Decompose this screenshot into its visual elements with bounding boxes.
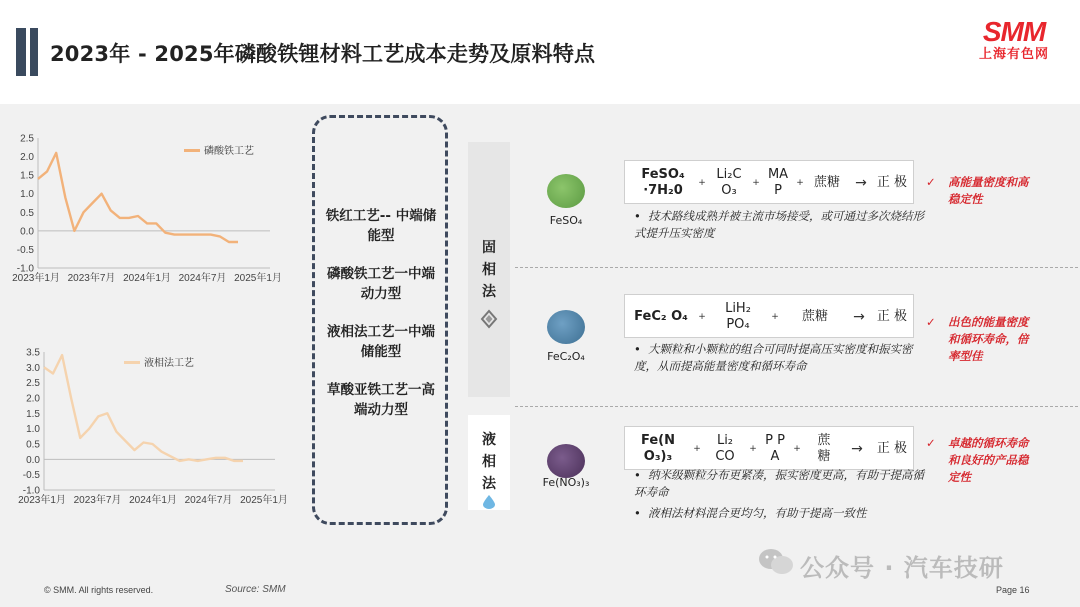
y-tick-label: -0.5 — [22, 470, 40, 482]
check-icon: ✓ — [926, 175, 936, 189]
row3-bullet-1 — [634, 467, 924, 501]
legend-label: 磷酸铁工艺 — [204, 146, 254, 157]
y-tick-label: 1.0 — [20, 189, 34, 201]
series-line — [38, 153, 238, 242]
y-tick-label: 2.0 — [20, 152, 34, 164]
diamond-icon — [480, 310, 498, 328]
wechat-icon — [756, 547, 796, 577]
feso4-material-ball — [547, 174, 585, 208]
y-tick-label: 1.5 — [26, 408, 40, 420]
liquid-method-text: 液 相 法 — [482, 432, 496, 492]
footer-page-number: Page 16 — [996, 585, 1030, 595]
solid-method-block — [468, 142, 510, 397]
chart-liquid-phase-svg — [0, 340, 300, 506]
eq1-plus-2: + — [752, 178, 760, 188]
eq3-reactant-3: P P A — [765, 433, 785, 464]
eq3-plus-3: + — [793, 444, 801, 454]
process-type-box — [312, 115, 448, 525]
row3-bullet-2 — [634, 505, 924, 522]
chart-liquid-phase — [0, 340, 300, 506]
process-item-3: 液相法工艺一中端储能型 — [327, 324, 435, 360]
row1-feature-text: 高能量密度和高稳定性 — [948, 175, 1029, 206]
row1-bullet-1 — [634, 208, 924, 242]
row1-feature — [926, 174, 1036, 208]
feno3-material-ball — [547, 444, 585, 478]
row-divider-1 — [515, 267, 1078, 268]
x-tick-label: 2025年1月 — [234, 273, 282, 284]
eq2-plus-1: + — [698, 312, 706, 322]
bullet-dot: • — [634, 209, 641, 223]
fec2o4-label: FeC₂O₄ — [547, 350, 585, 363]
row-divider-2 — [515, 406, 1078, 407]
eq1-plus-3: + — [796, 178, 804, 188]
liquid-method-block — [468, 415, 510, 510]
y-tick-label: 2.0 — [26, 393, 40, 405]
eq1-reactant-4: 蔗糖 — [813, 175, 840, 190]
x-tick-label: 2023年1月 — [18, 495, 66, 506]
legend-label: 液相法工艺 — [144, 358, 194, 369]
x-tick-label: 2023年1月 — [12, 273, 60, 284]
logo-sub-text: 上海有色网 — [978, 47, 1049, 62]
bullet-dot: • — [634, 506, 641, 520]
watermark-text: 公众号 · 汽车技研 — [800, 554, 1004, 582]
fec2o4-material-ball — [547, 310, 585, 344]
chart-iron-phosphate-svg — [0, 128, 300, 288]
x-tick-label: 2024年7月 — [184, 495, 233, 506]
x-tick-label: 2023年7月 — [67, 273, 116, 284]
y-tick-label: 0.0 — [20, 226, 34, 238]
solid-method-label — [468, 237, 510, 303]
footer-copyright: © SMM. All rights reserved. — [44, 585, 154, 595]
title-accent-bar-2 — [30, 28, 38, 76]
eq3-reactant-4: 蔗 糖 — [817, 433, 831, 464]
x-tick-label: 2023年7月 — [73, 495, 122, 506]
y-tick-label: 0.5 — [20, 207, 34, 219]
process-item-1: 铁红工艺-- 中端储能型 — [325, 208, 437, 244]
bullet-dot: • — [634, 468, 641, 482]
eq2-reactant-1: FeC₂ O₄ — [634, 309, 688, 324]
y-tick-label: 1.5 — [20, 170, 34, 182]
row2-feature-text: 出色的能量密度和循环寿命，倍率型佳 — [948, 315, 1029, 363]
eq3-reactant-1: Fe(N O₃)₃ — [641, 433, 675, 464]
y-tick-label: 2.5 — [26, 378, 40, 390]
y-tick-label: -1.0 — [22, 485, 40, 497]
eq1-reactant-2: Li₂C O₃ — [716, 167, 742, 198]
eq1-reactant-3: MA P — [767, 167, 789, 198]
y-tick-label: -0.5 — [16, 244, 34, 256]
eq1-reactant-1: FeSO₄ ·7H₂0 — [641, 167, 685, 198]
row3-feature — [926, 435, 1036, 486]
feno3-label: Fe(NO₃)₃ — [542, 476, 590, 489]
eq2-reactant-3: 蔗糖 — [801, 309, 828, 324]
eq2-plus-2: + — [771, 312, 779, 322]
x-tick-label: 2025年1月 — [240, 495, 288, 506]
footer-source: Source: SMM — [225, 584, 286, 595]
eq3-plus-1: + — [693, 444, 701, 454]
equation-row-2 — [624, 294, 914, 338]
eq2-product: 正 极 — [876, 309, 908, 324]
chart-iron-phosphate — [0, 128, 300, 288]
row3-bullet-text-1: 纳米级颗粒分布更紧凑，振实密度更高，有助于提高循环寿命 — [634, 468, 924, 499]
check-icon: ✓ — [926, 315, 936, 329]
eq3-arrow: → — [851, 441, 863, 457]
process-item-2: 磷酸铁工艺一中端动力型 — [327, 266, 435, 302]
x-tick-label: 2024年1月 — [123, 273, 171, 284]
y-tick-label: 1.0 — [26, 424, 40, 436]
row2-feature — [926, 314, 1036, 365]
eq2-arrow: → — [853, 309, 865, 325]
logo-main-text: SMM — [982, 16, 1046, 47]
smm-logo — [968, 18, 1060, 64]
eq3-product: 正 极 — [876, 441, 908, 456]
row2-bullet-text: 大颗粒和小颗粒的组合可同时提高压实密度和振实密度，从而提高能量密度和循环寿命 — [634, 342, 913, 373]
equation-row-3 — [624, 426, 914, 470]
liquid-method-label — [468, 429, 510, 495]
process-item-4: 草酸亚铁工艺一高端动力型 — [327, 382, 435, 418]
eq3-reactant-2: Li₂ CO — [715, 433, 735, 464]
row3-feature-text: 卓越的循环寿命和良好的产品稳定性 — [948, 436, 1029, 484]
y-tick-label: 3.5 — [26, 347, 40, 359]
page-title: 2023年 - 2025年磷酸铁锂材料工艺成本走势及原料特点 — [50, 42, 596, 66]
eq3-plus-2: + — [749, 444, 757, 454]
series-line — [44, 355, 243, 461]
bullet-dot: • — [634, 342, 641, 356]
y-tick-label: -1.0 — [16, 263, 34, 275]
eq1-arrow: → — [855, 175, 867, 191]
droplet-icon — [480, 495, 498, 509]
eq1-product: 正 极 — [876, 175, 908, 190]
y-tick-label: 2.5 — [20, 133, 34, 145]
equation-row-1 — [624, 160, 914, 204]
eq2-reactant-2: LiH₂ PO₄ — [725, 301, 751, 332]
row1-bullet-text: 技术路线成熟并被主流市场接受，或可通过多次烧结形式提升压实密度 — [634, 209, 924, 240]
title-accent-bar — [16, 28, 26, 76]
eq1-plus-1: + — [698, 178, 706, 188]
check-icon: ✓ — [926, 436, 936, 450]
row2-bullet-1 — [634, 341, 924, 375]
y-tick-label: 0.0 — [26, 454, 40, 466]
y-tick-label: 0.5 — [26, 439, 40, 451]
y-tick-label: 3.0 — [26, 362, 40, 374]
x-tick-label: 2024年1月 — [129, 495, 177, 506]
x-tick-label: 2024年7月 — [178, 273, 227, 284]
feso4-label: FeSO₄ — [549, 214, 583, 227]
solid-method-text: 固 相 法 — [482, 240, 496, 300]
row3-bullet-text-2: 液相法材料混合更均匀，有助于提高一致性 — [648, 506, 867, 520]
